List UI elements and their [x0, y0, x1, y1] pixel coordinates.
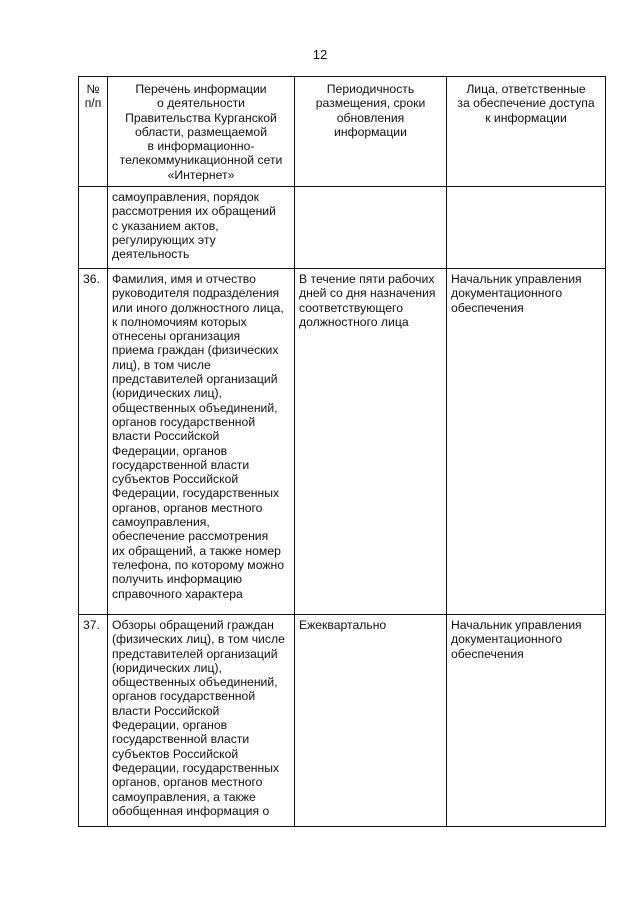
table-header-row [79, 77, 606, 187]
row-information: Обзоры обращений граждан (физических лиц), в том числе представителей организаций (юридических лиц), общественных объединений, органов государственной власти Российской Федерации, органов государственной власти субъектов Российской Федерации, государственных органов, органов местного самоуправления, а также обобщенная информация о [108, 615, 295, 827]
row-responsible [447, 187, 606, 269]
row-information: Фамилия, имя и отчество руководителя подразделения или иного должностного лица, к полномочиям которых отнесены организация приема граждан (физических лиц), в том числе представителей организаций (юридических лиц), общественных объединений, органов государственной власти Российской Федерации, органов государственной власти субъектов Российской Федерации, государственных органов, органов местного самоуправления, обеспечение рассмотрения их обращений, а также номер телефона, по которому можно получить информацию справочного характера [108, 269, 295, 615]
header-periodicity: Периодичность размещения, сроки обновления информации [295, 77, 447, 187]
row-information: самоуправления, порядок рассмотрения их обращений с указанием актов, регулирующих эту деятельность [108, 187, 295, 269]
row-periodicity: В течение пяти рабочих дней со дня назначения соответствующего должностного лица [295, 269, 447, 615]
row-number: 37. [79, 615, 108, 827]
page-number: 12 [312, 47, 328, 62]
row-responsible: Начальник управления документационного обеспечения [447, 269, 606, 615]
row-number [79, 187, 108, 269]
header-information-list: Перечень информации о деятельности Правительства Курганской области, размещаемой в информационно- телекоммуникационной сети «Интернет» [108, 77, 295, 187]
row-responsible: Начальник управления документационного обеспечения [447, 615, 606, 827]
table-row [79, 615, 606, 827]
table-row [79, 187, 606, 269]
header-responsible: Лица, ответственные за обеспечение доступа к информации [447, 77, 606, 187]
information-table [78, 76, 606, 827]
row-periodicity: Ежеквартально [295, 615, 447, 827]
table-row [79, 269, 606, 615]
header-number: № п/п [79, 77, 108, 187]
row-number: 36. [79, 269, 108, 615]
row-periodicity [295, 187, 447, 269]
